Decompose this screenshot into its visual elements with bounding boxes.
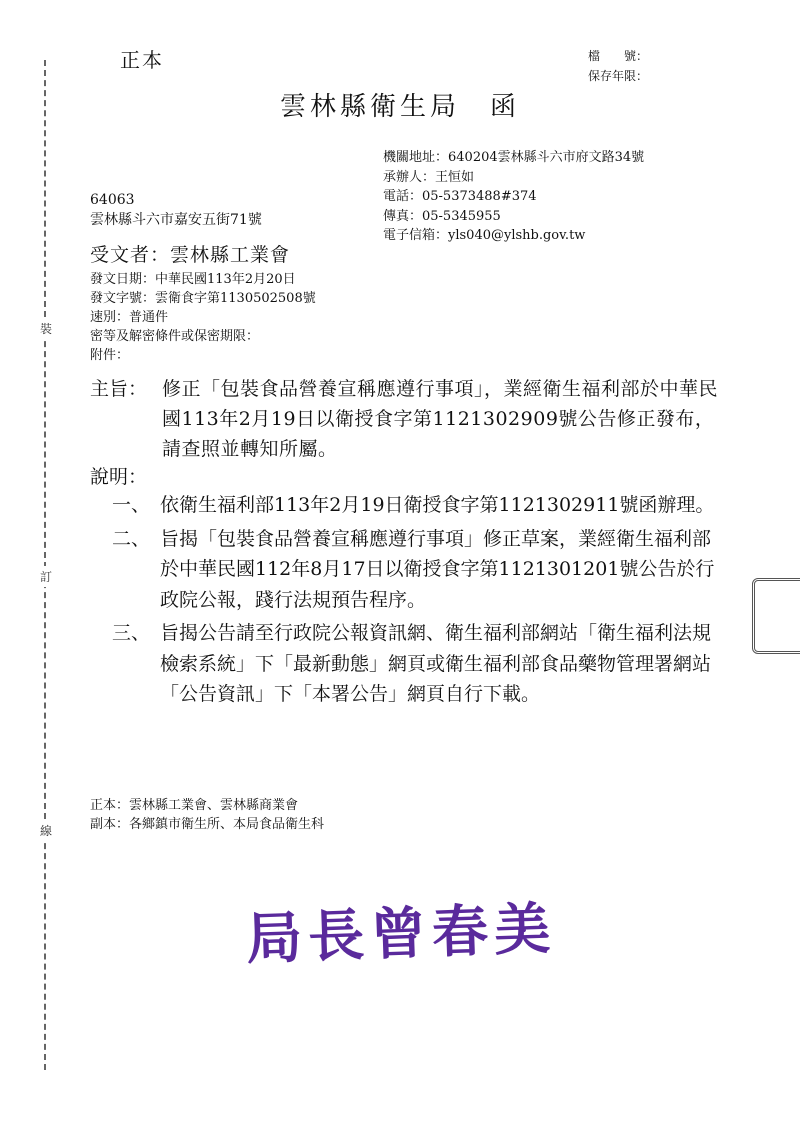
agency-contact-person: 承辦人：王恒如 xyxy=(383,169,475,185)
item-text: 依衛生福利部113年2月19日衛授食字第1121302911號函辦理。 xyxy=(160,494,715,516)
agency-address: 機關地址：640204雲林縣斗六市府文路34號 xyxy=(383,150,645,165)
page-title: 雲林縣衛生局 函 xyxy=(279,92,520,122)
file-number-label: 檔 號： xyxy=(588,49,649,63)
binding-line xyxy=(44,60,52,1070)
list-item xyxy=(112,524,722,616)
retention-label: 保存年限： xyxy=(588,69,649,83)
copy-recipients: 副本：各鄉鎮市衛生所、本局食品衛生科 xyxy=(90,817,325,832)
document-meta xyxy=(90,270,316,365)
distribution xyxy=(90,796,324,834)
agency-fax: 傳真：05-5345955 xyxy=(383,208,501,224)
agency-phone: 電話：05-5373488#374 xyxy=(383,189,537,204)
item-text: 旨揭公告請至行政院公報資訊網、衛生福利部網站「衛生福利法規檢索系統」下「最新動態」網頁或衛生福利部食品藥物管理署網站「公告資訊」下「本署公告」網頁自行下載。 xyxy=(160,622,712,705)
item-number: 一、 xyxy=(112,494,151,516)
subject-label: 主旨： xyxy=(90,378,148,400)
explanation-list xyxy=(112,490,722,713)
binding-mark-ding: 訂 xyxy=(40,566,52,587)
item-number: 二、 xyxy=(112,527,151,550)
agency-email: 電子信箱：yls040@ylshb.gov.tw xyxy=(383,228,586,243)
binding-mark-zhuang: 裝 xyxy=(40,318,52,339)
copy-type-label: 正本 xyxy=(120,48,164,72)
list-item xyxy=(112,490,722,521)
recipient: 受文者：雲林縣工業會 xyxy=(90,244,291,266)
item-text: 旨揭「包裝食品營養宣稱應遵行事項」修正草案，業經衛生福利部於中華民國112年8月17日以衛授食字第1121301201號公告於行政院公報，踐行法規預告程序。 xyxy=(160,527,715,611)
urgency: 速別：普通件 xyxy=(90,310,169,325)
original-recipients: 正本：雲林縣工業會、雲林縣商業會 xyxy=(90,798,299,813)
stamp-mark xyxy=(752,578,800,654)
list-item xyxy=(112,618,722,710)
binding-mark-xian: 線 xyxy=(40,820,52,841)
document-number: 發文字號：雲衛食字第1130502508號 xyxy=(90,291,316,306)
confidentiality: 密等及解密條件或保密期限： xyxy=(90,329,260,344)
recipient-address xyxy=(90,190,262,230)
director-signature: 局長曾春美 xyxy=(245,895,558,973)
agency-info xyxy=(383,148,644,246)
postal-code: 64063 xyxy=(90,192,135,208)
subject-text: 修正「包裝食品營養宣稱應遵行事項」，業經衛生福利部於中華民國113年2月19日以衛授食字第1121302909號公告修正發布，請查照並轉知所屬。 xyxy=(162,378,719,460)
street-address: 雲林縣斗六市嘉安五街71號 xyxy=(90,212,262,228)
file-info xyxy=(588,46,648,86)
issue-date: 發文日期：中華民國113年2月20日 xyxy=(90,272,296,287)
attachments: 附件： xyxy=(90,348,130,363)
explanation-label: 說明： xyxy=(90,466,148,488)
item-number: 三、 xyxy=(112,622,151,644)
